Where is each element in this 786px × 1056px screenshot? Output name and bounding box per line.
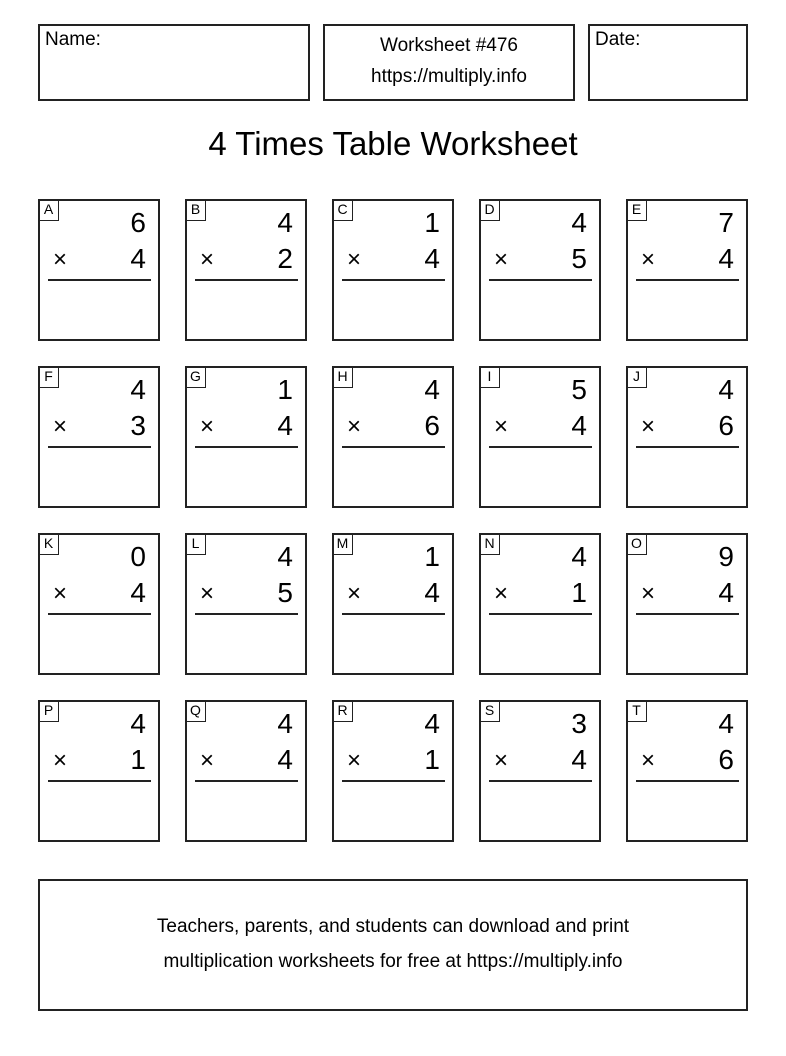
date-field-box[interactable] (588, 24, 748, 101)
multiplicand: 4 (718, 708, 734, 739)
multiplier: 4 (277, 410, 293, 441)
problem-letter: B (185, 199, 206, 221)
multiplier: 4 (130, 577, 146, 608)
answer-line (48, 780, 151, 782)
problem-card[interactable] (626, 366, 748, 508)
multiplicand: 4 (571, 541, 587, 572)
answer-line (342, 613, 445, 615)
problem-card[interactable] (332, 199, 454, 341)
multiply-sign: × (347, 747, 362, 774)
answer-line (636, 613, 739, 615)
multiply-sign: × (53, 246, 68, 273)
multiplier: 4 (718, 243, 734, 274)
multiply-sign: × (200, 747, 215, 774)
multiply-sign: × (494, 246, 509, 273)
multiplicand: 1 (277, 374, 293, 405)
answer-line (342, 279, 445, 281)
problem-card[interactable] (38, 533, 160, 675)
multiply-sign: × (53, 413, 68, 440)
problem-card[interactable] (185, 366, 307, 508)
multiplicand: 4 (424, 708, 440, 739)
answer-line (195, 780, 298, 782)
multiplier: 6 (718, 410, 734, 441)
footer-text-line-2: multiplication worksheets for free at https://multiply.info (163, 951, 623, 972)
problem-card[interactable] (38, 366, 160, 508)
problem-letter: A (38, 199, 59, 221)
answer-line (636, 780, 739, 782)
answer-line (195, 613, 298, 615)
answer-line (48, 279, 151, 281)
multiplicand: 1 (424, 207, 440, 238)
multiplier: 4 (424, 577, 440, 608)
problem-letter: D (479, 199, 500, 221)
problem-card[interactable] (479, 199, 601, 341)
multiplier: 4 (718, 577, 734, 608)
multiply-sign: × (200, 246, 215, 273)
multiply-sign: × (53, 580, 68, 607)
multiply-sign: × (641, 413, 656, 440)
answer-line (48, 613, 151, 615)
problem-letter: Q (185, 700, 206, 722)
multiplicand: 4 (277, 708, 293, 739)
multiplicand: 1 (424, 541, 440, 572)
problem-card[interactable] (185, 700, 307, 842)
multiplicand: 0 (130, 541, 146, 572)
problem-letter: G (185, 366, 206, 388)
problem-card[interactable] (626, 700, 748, 842)
page-title: 4 Times Table Worksheet (208, 125, 578, 162)
problem-letter: R (332, 700, 353, 722)
answer-line (489, 279, 592, 281)
problem-letter: J (626, 366, 647, 388)
multiplier: 6 (424, 410, 440, 441)
multiplicand: 5 (571, 374, 587, 405)
answer-line (342, 780, 445, 782)
multiply-sign: × (494, 413, 509, 440)
multiplicand: 4 (130, 374, 146, 405)
multiplicand: 9 (718, 541, 734, 572)
answer-line (342, 446, 445, 448)
multiply-sign: × (53, 747, 68, 774)
answer-line (195, 446, 298, 448)
multiplicand: 6 (130, 207, 146, 238)
answer-line (489, 446, 592, 448)
name-label: Name: (45, 29, 101, 50)
multiplier: 2 (277, 243, 293, 274)
problem-letter: P (38, 700, 59, 722)
multiplier: 4 (277, 744, 293, 775)
problem-letter: H (332, 366, 353, 388)
problem-card[interactable] (38, 199, 160, 341)
worksheet-website: https://multiply.info (371, 66, 527, 87)
multiplicand: 4 (571, 207, 587, 238)
multiplier: 3 (130, 410, 146, 441)
date-label: Date: (595, 29, 641, 50)
problem-letter: T (626, 700, 647, 722)
multiply-sign: × (200, 413, 215, 440)
worksheet-info-box (323, 24, 575, 101)
problem-card[interactable] (332, 366, 454, 508)
answer-line (48, 446, 151, 448)
multiply-sign: × (200, 580, 215, 607)
multiply-sign: × (347, 246, 362, 273)
answer-line (489, 613, 592, 615)
multiplier: 4 (424, 243, 440, 274)
problem-letter: K (38, 533, 59, 555)
multiplier: 4 (571, 744, 587, 775)
problem-letter: O (626, 533, 647, 555)
answer-line (195, 279, 298, 281)
multiply-sign: × (347, 413, 362, 440)
problem-letter: C (332, 199, 353, 221)
problem-letter: F (38, 366, 59, 388)
problem-letter: E (626, 199, 647, 221)
multiplicand: 7 (718, 207, 734, 238)
problem-card[interactable] (479, 533, 601, 675)
answer-line (636, 446, 739, 448)
multiply-sign: × (347, 580, 362, 607)
problem-card[interactable] (626, 199, 748, 341)
multiply-sign: × (641, 747, 656, 774)
multiplicand: 4 (718, 374, 734, 405)
multiplicand: 4 (130, 708, 146, 739)
multiplier: 1 (130, 744, 146, 775)
problem-letter: I (479, 366, 500, 388)
footer-text-line-1: Teachers, parents, and students can download and print (156, 916, 630, 937)
problem-card[interactable] (479, 366, 601, 508)
problem-card[interactable] (185, 199, 307, 341)
answer-line (489, 780, 592, 782)
problem-letter: M (332, 533, 353, 555)
multiplicand: 4 (424, 374, 440, 405)
problem-letter: S (479, 700, 500, 722)
name-field-box[interactable] (38, 24, 310, 101)
multiplier: 6 (718, 744, 734, 775)
problem-card[interactable] (185, 533, 307, 675)
multiply-sign: × (494, 747, 509, 774)
multiply-sign: × (641, 580, 656, 607)
multiply-sign: × (494, 580, 509, 607)
problem-card[interactable] (626, 533, 748, 675)
problem-card[interactable] (332, 533, 454, 675)
multiplicand: 4 (277, 207, 293, 238)
answer-line (636, 279, 739, 281)
multiplier: 5 (571, 243, 587, 274)
multiplicand: 4 (277, 541, 293, 572)
multiplicand: 3 (571, 708, 587, 739)
problem-letter: N (479, 533, 500, 555)
multiplier: 1 (424, 744, 440, 775)
problem-card[interactable] (479, 700, 601, 842)
multiplier: 5 (277, 577, 293, 608)
problem-card[interactable] (332, 700, 454, 842)
problem-card[interactable] (38, 700, 160, 842)
multiplier: 4 (130, 243, 146, 274)
problem-letter: L (185, 533, 206, 555)
multiplier: 1 (571, 577, 587, 608)
footer-box (38, 879, 748, 1011)
worksheet-number: Worksheet #476 (379, 35, 518, 56)
multiply-sign: × (641, 246, 656, 273)
multiplier: 4 (571, 410, 587, 441)
